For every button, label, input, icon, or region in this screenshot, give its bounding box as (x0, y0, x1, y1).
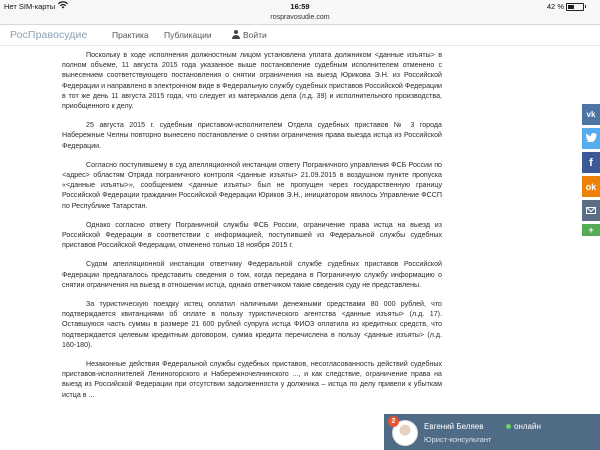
nav-publications-link[interactable]: Публикации (164, 30, 212, 40)
login-label: Войти (243, 30, 267, 40)
online-status-icon (506, 424, 511, 429)
paragraph: Согласно поступившему в суд апелляционной инстанции ответу Пограничного управления ФСБ России по <адрес> областям Отряда пограничного контроля <данные изъяты> 21.09.2015 в воздушном пункте пропуска «<данные изъяты>», сообщением <данные изъяты> был не пропущен через государственную границу Российской Федерации гражданин Российской Федерации Юриков Э.Н., инициатором явилось Управление ФССП по Республике Татарстан. (62, 160, 442, 210)
site-logo[interactable]: РосПравосудие (10, 29, 88, 41)
paragraph: Поскольку в ходе исполнения должностным лицом установлена уплата должником <данные изъяты> в полном объеме, 11 августа 2015 года указанное выше постановление судебным исполнителем отменено с вынесением соответствующего постановления о снятии ограничения на выезд Юрикова Э.Н. из Российской Федерации и направлено в электронном виде в Федеральную службу судебных приставов Российской Федерации в тот же день 11 августа 2015 года, что следует из материалов дела (л.д. 39) и исполнительного производства, приобщенного к делу. (62, 51, 442, 111)
odnoklassniki-icon: ok (585, 181, 597, 192)
mail-icon (586, 207, 596, 214)
paragraph: Незаконные действия Федеральной службы судебных приставов, несогласованность действий судебных приставов-исполнителей Лениногорского и Набережночелнинского ..., и как следствие, ограничение права на выезд из Российской Федерации при отсутствии задолженности у должника – истца по делу привели к убыткам истца в ... (62, 360, 442, 399)
mail-share-button[interactable] (582, 200, 600, 221)
online-status-label: онлайн (514, 422, 541, 431)
more-share-button[interactable] (582, 224, 600, 236)
twitter-share-button[interactable] (582, 128, 600, 149)
url-text[interactable]: rospravosudie.com (270, 14, 330, 21)
site-header (0, 25, 600, 46)
ios-status-bar (0, 0, 600, 12)
vk-share-button[interactable] (582, 104, 600, 125)
user-icon (232, 30, 240, 39)
login-link[interactable] (232, 30, 267, 40)
facebook-share-button[interactable] (582, 152, 600, 173)
facebook-icon: f (589, 156, 593, 169)
notification-badge: 2 (388, 416, 399, 427)
consultant-role: Юрист-консультант (424, 435, 492, 444)
chat-widget[interactable] (384, 414, 600, 450)
clock: 16:59 (290, 2, 310, 11)
paragraph: Однако согласно ответу Пограничной службы ФСБ России, ограничение права истца на выезд из Российской Федерации в соответствии с информацией, поступившей из Федеральной службы судебных приставов Российской Федерации, отменено только 18 ноября 2015 г. (62, 220, 442, 250)
vk-icon: vk (586, 110, 596, 119)
nav-practice-link[interactable]: Практика (112, 30, 149, 40)
consultant-name: Евгений Беляев (424, 422, 484, 431)
paragraph: За туристическую поездку истец оплатил наличными денежными средствами 80 000 рублей, что подтверждается квитанциями об оплате в пользу туристического агентства <данные изъяты> (л.д. 17). Оставшуюся часть суммы в размере 21 600 рублей супруга истца ФИОЗ оплатила из кредитных средств, что подтверждается целевым кредитным договором, сумма кредита перечислена в пользу <данные изъяты> (л.д. 160-180). (62, 300, 442, 349)
plus-icon: + (588, 225, 594, 235)
carrier-label: Нет SIM-карты (4, 2, 56, 11)
paragraph: Судом апелляционной инстанции ответчику Федеральной службе судебных приставов Российской Федерации предлагалось представить сведения о том, когда передана в Пограничную службу информацию о снятии ограничения на выезд в отношении истца, однако ответчиком такие сведения суду не представлены. (62, 260, 442, 289)
battery-percent: 42 % (546, 2, 564, 11)
address-bar[interactable] (0, 12, 600, 25)
battery-icon (566, 3, 584, 11)
share-sidebar (582, 104, 600, 239)
odnoklassniki-share-button[interactable] (582, 176, 600, 197)
document-body (62, 50, 442, 409)
twitter-icon (586, 133, 597, 144)
paragraph: 25 августа 2015 г. судебным приставом-исполнителем Отдела судебных приставов № 3 города Набережные Челны повторно вынесено постановление о снятии ограничения права выезда истца из Российской Федерации. (62, 121, 442, 150)
